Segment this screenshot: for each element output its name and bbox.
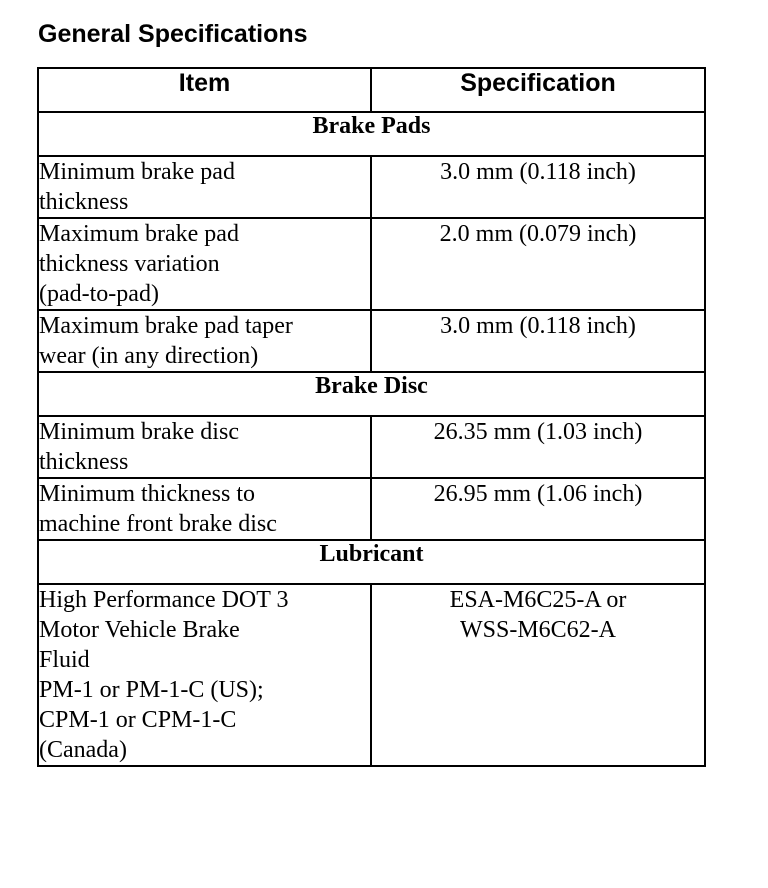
specification-text-line: 3.0 mm (0.118 inch) <box>440 159 636 185</box>
table-header-row <box>38 68 705 112</box>
item-text-line: Motor Vehicle Brake <box>39 617 240 643</box>
column-header-specification: Specification <box>371 68 705 112</box>
table-row <box>38 584 705 766</box>
specification-text-line: ESA-M6C25-A or <box>449 587 627 613</box>
table-row <box>38 156 705 218</box>
specification-text-line: 2.0 mm (0.079 inch) <box>439 221 637 247</box>
item-cell <box>38 218 371 310</box>
item-text-line: thickness variation <box>39 251 220 277</box>
specification-cell <box>371 416 705 478</box>
specification-cell <box>371 310 705 372</box>
item-text-line: High Performance DOT 3 <box>39 587 289 613</box>
item-text-line: thickness <box>39 189 129 215</box>
item-text-line: Maximum brake pad taper <box>39 313 293 339</box>
specification-cell <box>371 478 705 540</box>
specification-cell <box>371 218 705 310</box>
specification-text-line: 26.95 mm (1.06 inch) <box>433 481 643 507</box>
item-text-line: Minimum brake pad <box>39 159 235 185</box>
table-row <box>38 416 705 478</box>
table-row <box>38 218 705 310</box>
specification-text-line: 3.0 mm (0.118 inch) <box>440 313 636 339</box>
specification-cell <box>371 156 705 218</box>
item-text-line: thickness <box>39 449 129 475</box>
item-text-line: wear (in any direction) <box>39 343 259 369</box>
item-text-line: machine front brake disc <box>39 511 277 537</box>
section-title: Brake Disc <box>38 372 705 416</box>
item-cell <box>38 156 371 218</box>
section-title: Brake Pads <box>38 112 705 156</box>
item-text-line: Minimum brake disc <box>39 419 239 445</box>
item-text-line: Minimum thickness to <box>39 481 255 507</box>
specification-text-line: 26.35 mm (1.03 inch) <box>433 419 643 445</box>
table-row <box>38 478 705 540</box>
page-title: General Specifications <box>38 20 308 48</box>
table-row <box>38 310 705 372</box>
section-title: Lubricant <box>38 540 705 584</box>
item-text-line: PM-1 or PM-1-C (US); <box>39 677 264 703</box>
section-row <box>38 372 705 416</box>
item-cell <box>38 310 371 372</box>
column-header-item: Item <box>38 68 371 112</box>
item-cell <box>38 584 371 766</box>
item-cell <box>38 478 371 540</box>
item-cell <box>38 416 371 478</box>
specification-text-line: WSS-M6C62-A <box>459 617 616 643</box>
item-text-line: (pad-to-pad) <box>39 281 159 307</box>
section-row <box>38 540 705 584</box>
specification-cell <box>371 584 705 766</box>
item-text-line: Maximum brake pad <box>39 221 239 247</box>
item-text-line: Fluid <box>39 647 90 673</box>
specifications-table <box>37 67 706 767</box>
item-text-line: CPM-1 or CPM-1-C <box>39 707 237 733</box>
item-text-line: (Canada) <box>39 737 127 763</box>
section-row <box>38 112 705 156</box>
